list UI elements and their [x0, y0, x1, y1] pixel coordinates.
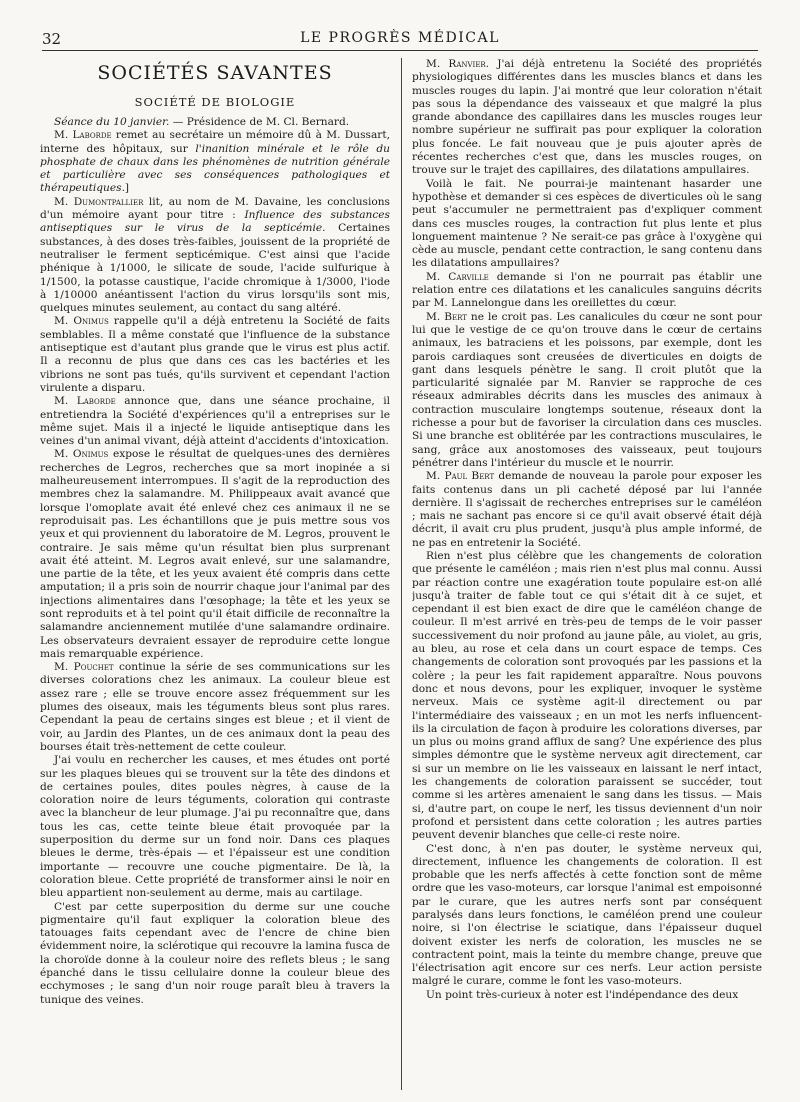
- paragraph-text: ne le croit pas. Les canalicules du cœur ne sont pour lui que le vestige de ce qu'on trouve dans le cœur de certains animaux, les batraciens et les poissons, par exemple, dont les parois cardiaques sont creusées de diverticules en doigts de gant dans lesquels pénètre le sang. Il croit plutôt que la particularité signalée par M. Ranvier se rapproche de ces réseaux admirables décrits dans les muscles des animaux à contraction musculaire longtemps soutenue, réseaux dont la richesse a pour but de favoriser la circulation dans ces muscles. Si une branche est oblitérée par les contractions musculaires, le sang, grâce aux anostomoses des vaisseaux, peut toujours pénétrer dans l'intérieur du muscle et le nourrir.: [412, 310, 762, 469]
- paragraph-text: expose le résultat de quelques-unes des dernières recherches de Legros, recherches que sa mort inopinée a si malheureusement interrompues. Il s'agit de la reproduction des membres chez la salamandre. M. Philippeaux avait avancé que lorsque l'omoplate avait été enlevé chez ces animaux il ne se reproduisait pas. Les échantillons que je puis mettre sous vos yeux et qui proviennent du laboratoire de M. Legros, prouvent le contraire. Je sais même qu'un résultat bien plus surprenant avait été atteint. M. Legros avait enlevé, sur une salamandre, une partie de la tête, et les yeux avaient été compris dans cette amputation; il a pris soin de nourrir chaque jour l'animal par des injections alimentaires dans l'œsophage; la tête et les yeux se sont reproduits et à tel point qu'il était difficile de reconnaître la salamandre anciennement mutilée d'une salamandre ordinaire. Les observateurs devraient essayer de reproduire cette longue mais remarquable expérience.: [40, 448, 390, 660]
- left-column: [40, 58, 390, 1090]
- speaker-name: M. Bert: [426, 310, 467, 323]
- paragraph-text: Certaines substances, à des doses très-faibles, jouissent de la propriété de neutraliser le ferment septicémique. C'est ainsi que l'acide phénique à 1/1000, le silicate de soude, l'acide sulfurique à 1/1500, la potasse caustique, l'acide chromique à 1/3000, l'iode à 1/10000 anéantissent l'action du virus lorsqu'ils sont mis, quelques minutes seulement, au contact du sang altéré.: [40, 222, 390, 315]
- memoir-title: Influence des substances antiseptiques sur le virus de la septicémie.: [40, 209, 390, 235]
- paragraph-text: continue la série de ses communications sur les diverses colorations chez les animaux. La couleur bleue est assez rare ; elle se trouve encore assez fréquemment sur les plumes des oiseaux, mais les téguments bleus sont plus rares. Cependant la peau de certains singes est bleue ; et il vient de voir, au Jardin des Plantes, un de ces animaux dont la peau des bourses était très-nettement de cette couleur.: [40, 661, 390, 753]
- speaker-name: M. Dumontpallier: [54, 195, 144, 208]
- paragraph: C'est par cette superposition du derme sur une couche pigmentaire qu'il faut expliquer la coloration bleue des tatouages faits cependant avec de l'encre de chine bien évidemment noire, la sclérotique qui recouvre la lamina fusca de la choroïde donne à la couleur noire des reflets bleus ; le sang épanché dans le tissu cellulaire donne la couleur bleue des ecchymoses ; le sang d'un noir rouge paraît bleu à travers la tunique des veines.: [40, 900, 390, 1006]
- society-heading: SOCIÉTÉ DE BIOLOGIE: [134, 95, 296, 109]
- seance-date: Séance du 10 janvier.: [54, 116, 170, 128]
- paragraph: Rien n'est plus célèbre que les changements de coloration que présente le caméléon ; mais rien n'est plus mal connu. Aussi par réaction contre une exagération toute populaire est-on allé jusqu'à traiter de fable tout ce qui s'était dit à ce sujet, et cependant il est bien exact de dire que le caméléon change de couleur. Il m'est arrivé en très-peu de temps de le voir passer successivement du noir profond au jaune pâle, au violet, au gris, au bleu, au rose et cela dans un court espace de temps. Ces changements de coloration sont provoqués par les passions et la colère ; la peur les fait rapidement apparaître. Nous pouvons donc et nous devons, pour les expliquer, invoquer le système nerveux. Mais ce système agit-il directement ou par l'intermédiaire des vaisseaux ; en un mot les nerfs influencent-ils la circulation de façon à produire les colorations diverses, par un plus ou moins grand afflux de sang? Une expérience des plus simples démontre que le système nerveux agit directement, car si sur un membre on lie les vaisseaux en laissant le nerf intact, les changements de coloration paraissent se succéder, tout comme si les artères amenaient le sang dans les tissus. — Mais si, d'autre part, on coupe le nerf, les tissus deviennent d'un noir profond et persistent dans cette coloration ; les autres parties peuvent devenir blanches que celle-ci reste noire.: [412, 549, 762, 842]
- paragraph: [412, 311, 762, 471]
- paragraph: [40, 395, 390, 448]
- column-divider: [401, 58, 402, 1090]
- paragraph: [412, 58, 762, 178]
- memoir-title: l'inanition minérale et le rôle du phosphate de chaux dans les phénomènes de nutrition générale et particulière avec ses conséquences pathologiques et thérapeutiques: [40, 142, 390, 195]
- journal-title: LE PROGRÈS MÉDICAL: [300, 30, 500, 46]
- paragraph: J'ai voulu en rechercher les causes, et mes études ont porté sur les plaques bleues qui se trouvent sur la tête des dindons et de certaines poules, dites poules nègres, à cause de la coloration noire de leurs téguments, coloration qui contraste avec la blancheur de leur plumage. J'ai pu reconnaître que, dans tous les cas, cette teinte bleue était provoquée par la superposition du derme sur un fond noir. Dans ces plaques bleues le derme, très-épais — et l'épaisseur est une condition importante — recouvre une couche pigmentaire. De là, la coloration bleue. Cette propriété de transformer ainsi le noir en bleu appartient non-seulement au derme, mais au cartilage.: [40, 754, 390, 900]
- paragraph: Un point très-curieux à noter est l'indépendance des deux: [426, 988, 739, 1001]
- paragraph: [40, 661, 390, 754]
- paragraph: C'est donc, à n'en pas douter, le système nerveux qui, directement, influence les changements de coloration. Il est probable que les nerfs affectés à cette fonction sont de même ordre que les vaso-moteurs, car lorsque l'animal est empoisonné par le curare, que les autres nerfs sont par conséquent paralysés dans leurs fonctions, le caméléon prend une couleur noire, si l'on électrise le sciatique, dans l'épaisseur duquel doivent exister les nerfs de coloration, les muscles ne se contractent point, mais la teinte du membre change, preuve que l'électrisation agit encore sur ces nerfs. Leur action persiste malgré le curare, comme le font les vaso-moteurs.: [412, 842, 762, 988]
- paragraph: [412, 470, 762, 550]
- paragraph-text: annonce que, dans une séance prochaine, il entretiendra la Société d'expériences qu'il a entreprises sur le même sujet. Mais il a injecté le liquide antiseptique dans les veines d'un animal vivant, déjà atteint d'accidents d'intoxication.: [40, 395, 390, 448]
- speaker-name: M. Carville: [426, 270, 489, 283]
- paragraph-text: rappelle qu'il a déjà entretenu la Société de faits semblables. Il a même constaté que l'influence de la substance antiseptique est d'autant plus grande que le virus est plus actif. Il a reconnu de plus que dans ces cas les bactéries et les vibrions ne sont pas tués, qu'ils survivent et cependant l'action virulente a disparu.: [40, 315, 390, 394]
- paragraph-text: demande de nouveau la parole pour exposer les faits contenus dans un pli cacheté déposé par lui l'année dernière. Il s'agissait de recherches entreprises sur le caméléon ; mais ne sachant pas encore si ce qu'il avait observé était déjà décrit, il avait cru plus prudent, jusqu'à plus ample informé, de ne pas en entretenir la Société.: [412, 470, 762, 549]
- seance-line: [40, 116, 390, 129]
- paragraph: [40, 196, 390, 316]
- speaker-name: M. Ranvier: [426, 58, 486, 70]
- speaker-name: M. Onimus: [54, 448, 109, 461]
- speaker-name: M. Laborde: [54, 395, 116, 408]
- article-columns: [40, 58, 762, 1090]
- right-column: [412, 58, 762, 1090]
- paragraph: [412, 271, 762, 311]
- paragraph: Voilà le fait. Ne pourrai-je maintenant hasarder une hypothèse et demander si ces espèces de diverticules où le sang peut s'accumuler ne permettraient pas d'expliquer comment dans ces muscles rouges, la contraction fut plus lente et plus longuement maintenue ? Ne serait-ce pas grâce à l'oxygène qui cède au muscle, pendant cette contraction, le sang contenu dans les dilatations ampullaires?: [412, 177, 762, 270]
- page-header: [42, 30, 758, 51]
- paragraph-text: remet au secrétaire un mémoire dû à M. Dussart, interne des hôpitaux, sur: [40, 129, 390, 155]
- paragraph-text: demande si l'on ne pourrait pas établir une relation entre ces dilatations et les canalicules sanguins décrits par M. Lannelongue dans les oreillettes du cœur.: [412, 270, 762, 310]
- paragraph: [40, 315, 390, 395]
- paragraph: [40, 129, 390, 195]
- section-title: SOCIÉTÉS SAVANTES: [97, 62, 333, 84]
- paragraph: [40, 448, 390, 661]
- speaker-name: M. Onimus: [54, 315, 109, 328]
- speaker-name: M. Paul Bert: [426, 470, 495, 483]
- page-number: 32: [42, 30, 62, 48]
- paragraph-text: lit, au nom de M. Davaine, les conclusions d'un mémoire ayant pour titre :: [40, 195, 390, 222]
- speaker-name: M. Laborde: [54, 129, 112, 142]
- paragraph-text: .]: [121, 182, 130, 195]
- paragraph-text: . J'ai déjà entretenu la Société des propriétés physiologiques différentes dans les muscles blancs et dans les muscles rouges du lapin. J'ai montré que leur coloration n'était pas sous la dépendance des vaisseaux et que malgré la plus grande abondance des capillaires dans les muscles rouges leur nombre supérieur ne suffirait pas pour expliquer la coloration plus foncée. Le fait nouveau que je puis ajouter après de récentes recherches c'est que, dans les muscles rouges, on trouve sur le trajet des capillaires, des dilatations ampullaires.: [412, 58, 762, 177]
- seance-presidence: — Présidence de M. Cl. Bernard.: [169, 116, 350, 128]
- speaker-name: M. Pouchet: [54, 661, 114, 674]
